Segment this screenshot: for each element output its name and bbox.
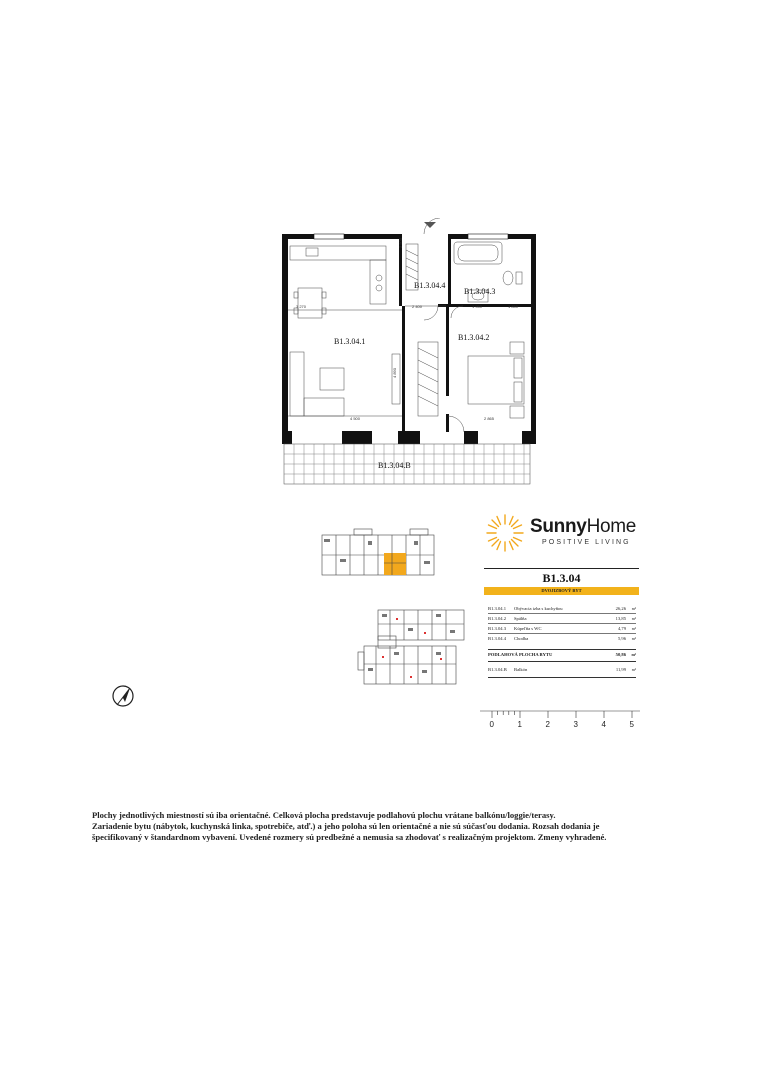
- dimension-label: 4 890: [392, 367, 397, 378]
- scale-tick-label: 1: [517, 720, 522, 729]
- row-divider: [488, 661, 636, 662]
- scale-tick-label: 0: [489, 720, 494, 729]
- scale-tick-label: 3: [573, 720, 578, 729]
- room-area-unit: m²: [631, 636, 636, 641]
- key-plan-building-drawing: [356, 606, 468, 686]
- room-name: Kúpeľňa s WC: [514, 626, 542, 631]
- balcony-id: B1.3.04.B: [488, 667, 507, 672]
- brand-name: [530, 516, 636, 538]
- room-label-balcony: B1.3.04.B: [378, 461, 411, 470]
- north-arrow-icon: [110, 683, 136, 709]
- scale-tick-label: 4: [601, 720, 606, 729]
- dimension-label: 2 865: [484, 416, 495, 421]
- unit-type-banner: DVOJIZBOVÝ BYT: [484, 587, 639, 595]
- balcony-name: Balkón: [514, 667, 528, 672]
- balcony-area: 11,99: [615, 667, 626, 672]
- room-area: 13,85: [615, 616, 626, 621]
- detail-lines: [284, 218, 530, 484]
- balcony-row: [488, 665, 636, 674]
- total-area: 50,86: [615, 652, 626, 657]
- room-label-living: B1.3.04.1: [334, 337, 366, 346]
- total-label: PODLAHOVÁ PLOCHA BYTU: [488, 652, 553, 657]
- room-label-hall: B1.3.04.4: [414, 281, 446, 290]
- dimension-label: 3 270: [296, 304, 307, 309]
- room-area-unit: m²: [631, 626, 636, 631]
- unit-code: B1.3.04: [542, 571, 581, 585]
- table-row: [488, 624, 636, 633]
- room-area: 5,96: [617, 636, 626, 641]
- key-plan-floor: [318, 527, 438, 579]
- dimension-label: 2 500: [398, 237, 403, 248]
- dimension-label: 2 400: [412, 304, 423, 309]
- dimension-label: 1 950: [472, 304, 483, 309]
- outer-walls: [282, 234, 536, 444]
- total-area-unit: m²: [631, 652, 636, 657]
- room-label-bedroom: B1.3.04.2: [458, 333, 490, 342]
- table-row: [488, 604, 636, 613]
- floor-plan: [278, 218, 538, 488]
- table-row: [488, 634, 636, 643]
- row-divider: [488, 677, 636, 678]
- room-id: B1.3.04.3: [488, 626, 506, 631]
- total-row: [488, 650, 636, 659]
- entrance-arrow-icon: [424, 222, 436, 228]
- table-row: [488, 614, 636, 623]
- room-id: B1.3.04.1: [488, 606, 506, 611]
- dimension-label: 4 500: [350, 416, 361, 421]
- key-plan-floor-drawing: [318, 527, 438, 579]
- brand-name-regular: Home: [586, 516, 637, 537]
- sun-logo-icon: [485, 513, 525, 553]
- disclaimer-line: Zariadenie bytu (nábytok, kuchynská linka, spotrebiče, atď.) a jeho poloha sú len orientačné a nie sú súčasťou dodania. Rozsah dodania je: [92, 821, 600, 831]
- balcony-area-unit: m²: [631, 667, 636, 672]
- key-plan-building: [356, 606, 468, 686]
- floor-plan-drawing: [278, 218, 538, 488]
- room-area: 26,26: [615, 606, 626, 611]
- scale-tick-label: 2: [545, 720, 550, 729]
- disclaimer-line: Plochy jednotlivých miestností sú iba orientačné. Celková plocha predstavuje podlahovú plochu vrátane balkónu/loggie/terasy.: [92, 810, 556, 820]
- room-name: Obývacia izba s kuchyňou: [514, 606, 563, 611]
- room-area-unit: m²: [631, 606, 636, 611]
- room-name: Chodba: [514, 636, 529, 641]
- brand-tagline: POSITIVE LIVING: [542, 539, 631, 546]
- scale-bar-drawing: [480, 705, 640, 735]
- room-name: Spálňa: [514, 616, 527, 621]
- room-area: 4,79: [617, 626, 626, 631]
- scale-tick-label: 5: [629, 720, 634, 729]
- dimension-label: 1 850: [508, 304, 519, 309]
- room-id: B1.3.04.4: [488, 636, 506, 641]
- disclaimer-line: špecifikovaný v štandardnom vybavení. Uvedené rozmery sú predbežné a nemusia sa zhodovať s realizačným projektom. Zmeny vyhradené.: [92, 832, 607, 842]
- scale-bar: [480, 705, 640, 735]
- room-area-unit: m²: [631, 616, 636, 621]
- highlighted-unit: [384, 553, 406, 575]
- brand-name-bold: Sunny: [530, 516, 587, 537]
- room-label-bathroom: B1.3.04.3: [464, 287, 496, 296]
- disclaimer-text: [92, 810, 682, 843]
- unit-area-table: [484, 568, 639, 689]
- room-id: B1.3.04.2: [488, 616, 506, 621]
